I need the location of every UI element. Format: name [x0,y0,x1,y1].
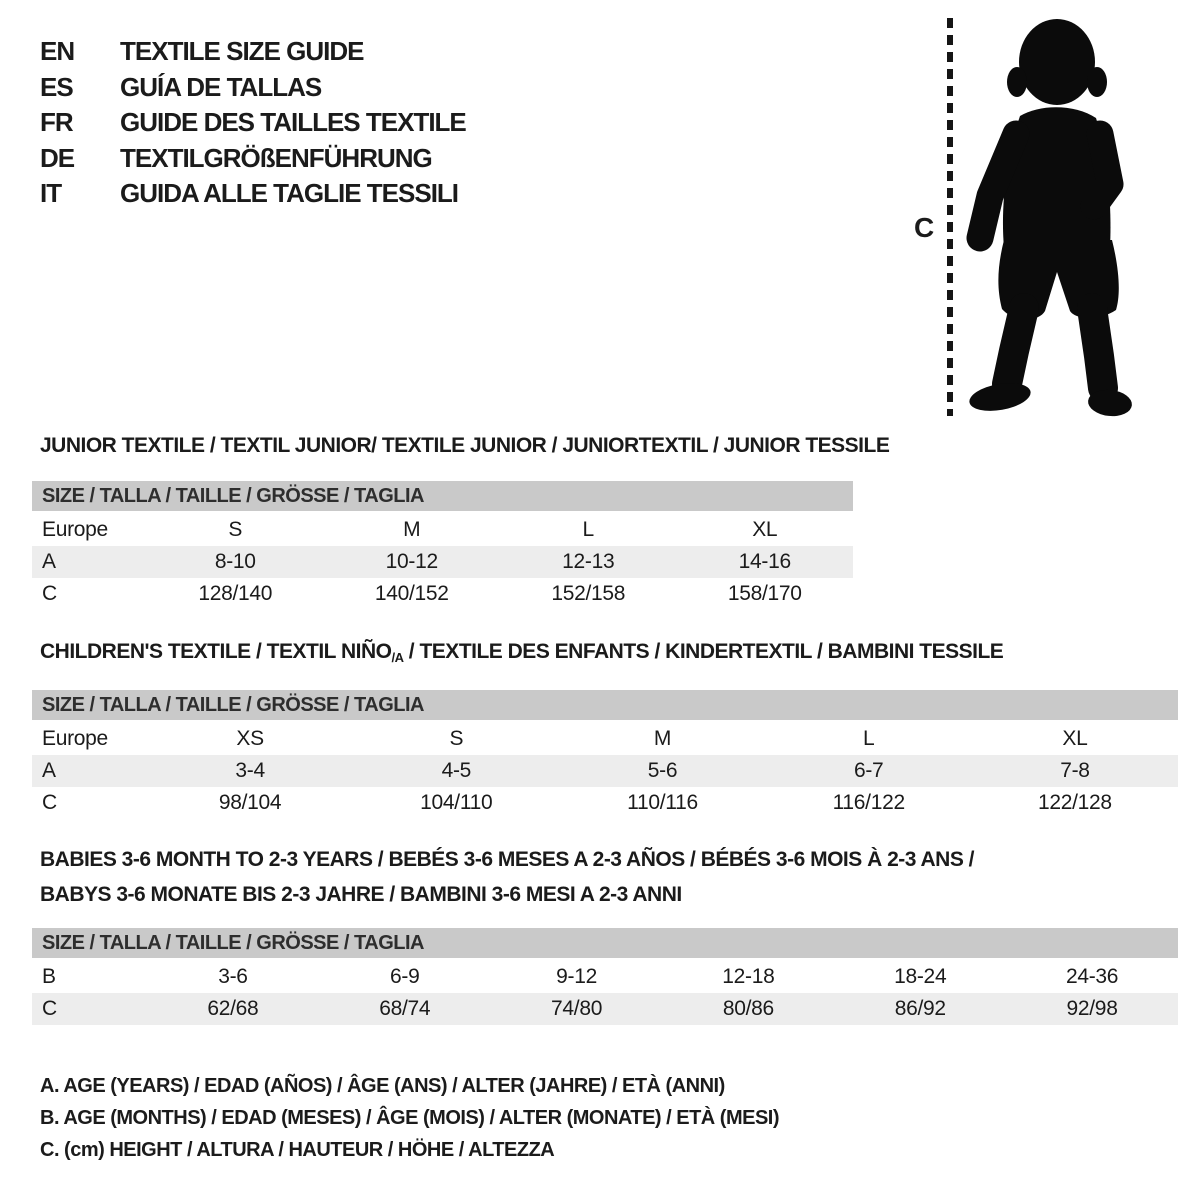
height-cell: 152/158 [551,582,626,605]
age-cell: 10-12 [385,550,438,573]
language-code: EN [40,36,75,67]
children-title-sub: /A [391,650,404,665]
babies-table-rows [32,961,1178,1025]
height-cell: 158/170 [727,582,802,605]
size-header-bar: SIZE / TALLA / TAILLE / GRÖSSE / TAGLIA [32,928,1178,958]
legend-line-c: C. (cm) HEIGHT / ALTURA / HAUTEUR / HÖHE / ALTEZZA [40,1139,555,1161]
guide-title: GUIDA ALLE TAGLIE TESSILI [120,178,459,209]
row-label: C [42,997,57,1020]
legend-line-a: A. AGE (YEARS) / EDAD (AÑOS) / ÂGE (ANS) / ALTER (JAHRE) / ETÀ (ANNI) [40,1075,725,1097]
size-header-bar: SIZE / TALLA / TAILLE / GRÖSSE / TAGLIA [32,690,1178,720]
age-cell: 5-6 [647,759,678,782]
guide-title: GUIDE DES TAILLES TEXTILE [120,107,466,138]
height-cell: 86/92 [894,997,946,1020]
row-label: A [42,759,56,782]
language-code: FR [40,107,73,138]
junior-table-rows [32,514,853,610]
language-row-de [40,141,466,177]
legend-line-b: B. AGE (MONTHS) / EDAD (MESES) / ÂGE (MOIS) / ALTER (MONATE) / ETÀ (MESI) [40,1107,780,1129]
language-code: ES [40,71,73,102]
children-section-title [40,640,1003,670]
table-row-height-cm [32,787,1178,819]
height-cell: 92/98 [1066,997,1118,1020]
age-cell: 3-4 [235,759,265,782]
babies-size-table [32,928,1178,1025]
guide-title: TEXTILGRÖßENFÜHRUNG [120,142,432,173]
row-label: C [42,791,57,814]
language-row-fr [40,105,466,141]
row-label: C [42,582,57,605]
junior-section-title: JUNIOR TEXTILE / TEXTIL JUNIOR/ TEXTILE JUNIOR / JUNIORTEXTIL / JUNIOR TESSILE [40,434,890,457]
age-cell: 12-18 [722,965,775,988]
age-cell: 3-6 [218,965,248,988]
row-label: A [42,550,56,573]
height-cell: 74/80 [551,997,603,1020]
guide-title: GUÍA DE TALLAS [120,71,322,102]
table-row-europe [32,723,1178,755]
size-cell: XL [1062,727,1088,750]
children-table-rows [32,723,1178,819]
height-measure-dashed-line [947,18,953,416]
age-cell: 4-5 [441,759,472,782]
age-cell: 7-8 [1060,759,1090,782]
babies-section-title-line2: BABYS 3-6 MONATE BIS 2-3 JAHRE / BAMBINI 3-6 MESI A 2-3 ANNI [40,883,682,906]
size-cell: L [582,518,594,541]
height-measure-label: C [914,212,935,243]
language-row-it [40,176,466,212]
table-row-europe [32,514,853,546]
height-cell: 128/140 [198,582,273,605]
age-cell: 6-7 [853,759,884,782]
language-row-en [40,34,466,70]
size-cell: XS [236,727,264,750]
table-row-age-years [32,755,1178,787]
size-cell: M [403,518,421,541]
row-label: Europe [42,518,108,541]
height-cell: 80/86 [722,997,774,1020]
age-cell: 6-9 [390,965,420,988]
height-cell: 122/128 [1038,791,1112,814]
language-code: IT [40,178,62,209]
row-label: Europe [42,727,108,750]
age-cell: 18-24 [894,965,947,988]
age-cell: 9-12 [556,965,597,988]
junior-size-table [32,481,853,610]
language-title-list [40,34,466,212]
height-cell: 140/152 [374,582,449,605]
age-cell: 24-36 [1065,965,1119,988]
size-header-bar: SIZE / TALLA / TAILLE / GRÖSSE / TAGLIA [32,481,853,511]
age-cell: 8-10 [214,550,256,573]
height-cell: 116/122 [832,791,905,814]
guide-title: TEXTILE SIZE GUIDE [120,36,364,67]
table-row-age-years [32,546,853,578]
children-title-part1: CHILDREN'S TEXTILE / TEXTIL NIÑO [40,640,392,663]
toddler-silhouette-image [960,16,1145,421]
height-cell: 62/68 [207,997,259,1020]
children-size-table [32,690,1178,819]
size-cell: XL [752,518,778,541]
table-row-age-months [32,961,1178,993]
height-cell: 98/104 [218,791,282,814]
size-cell: M [653,727,672,750]
age-cell: 14-16 [738,550,791,573]
age-cell: 12-13 [562,550,615,573]
size-cell: S [228,518,243,541]
size-cell: S [449,727,464,750]
height-cell: 104/110 [420,791,493,814]
table-row-height-cm [32,993,1178,1025]
language-row-es [40,70,466,106]
babies-section-title-line1: BABIES 3-6 MONTH TO 2-3 YEARS / BEBÉS 3-6 MESES A 2-3 AÑOS / BÉBÉS 3-6 MOIS À 2-3 ANS / [40,848,975,871]
height-cell: 110/116 [627,791,698,814]
size-cell: L [863,727,875,750]
height-cell: 68/74 [379,997,431,1020]
table-row-height-cm [32,578,853,610]
row-label: B [42,965,56,988]
children-title-part2: / TEXTILE DES ENFANTS / KINDERTEXTIL / BAMBINI TESSILE [403,640,1004,663]
language-code: DE [40,142,75,173]
